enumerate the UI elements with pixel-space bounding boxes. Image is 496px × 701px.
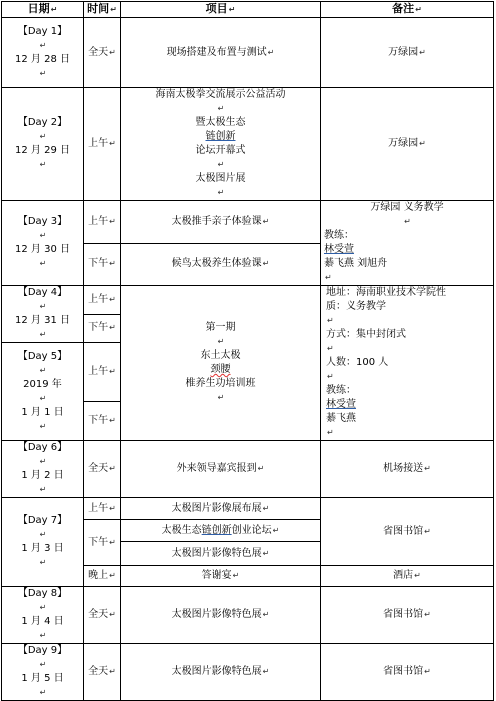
header-date: 日期↵	[2, 2, 84, 18]
time-cell: 下午↵	[84, 314, 121, 343]
item-cell: 第一期 ↵ 东土太极 颈腰 椎养生功培训班 ↵	[121, 286, 321, 441]
item-cell: 太极图片影像特色展↵	[121, 644, 321, 701]
item-cell: 太极推手亲子体验课↵	[121, 201, 321, 244]
note-cell: 机场接送↵	[321, 441, 494, 498]
time-cell: 下午↵	[84, 520, 121, 566]
note-cell: 酒店↵	[321, 566, 494, 587]
item-cell: 候鸟太极养生体验课↵	[121, 243, 321, 286]
item-cell: 太极图片影像特色展↵	[121, 542, 321, 566]
header-item: 项目↵	[121, 2, 321, 18]
item-cell: 外来领导嘉宾报到↵	[121, 441, 321, 498]
table-row	[2, 201, 494, 244]
note-cell: 万绿园↵	[321, 18, 494, 88]
note-cell: 省图书馆↵	[321, 644, 494, 701]
time-cell: 全天↵	[84, 587, 121, 644]
item-cell: 太极图片影像特色展↵	[121, 587, 321, 644]
item-cell: 太极生态链创新创业论坛↵	[121, 520, 321, 542]
time-cell: 上午↵	[84, 343, 121, 402]
time-cell: 下午↵	[84, 402, 121, 441]
date-cell: 【Day 1】 ↵ 12 月 28 日 ↵	[2, 18, 84, 88]
time-cell: 上午↵	[84, 498, 121, 520]
header-note: 备注↵	[321, 2, 494, 18]
item-cell: 太极图片影像展布展↵	[121, 498, 321, 520]
item-cell: 海南太极拳交流展示公益活动 ↵ 暨太极生态 链创新 论坛开幕式 ↵ 太极图片展 ↵	[121, 88, 321, 201]
date-cell: 【Day 6】 ↵ 1 月 2 日 ↵	[2, 441, 84, 498]
note-cell: 万绿园↵	[321, 88, 494, 201]
table-row	[2, 18, 494, 88]
note-cell: 地址：海南职业技术学院性 质：义务教学 ↵ 方式：集中封闭式 ↵ 人数：100 人 ↵ 教练： 林受萱 綦飞燕 ↵	[321, 286, 494, 441]
date-cell: 【Day 7】 ↵ 1 月 3 日 ↵	[2, 498, 84, 587]
time-cell: 晚上↵	[84, 566, 121, 587]
date-cell: 【Day 3】 ↵ 12 月 30 日 ↵	[2, 201, 84, 286]
date-cell: 【Day 2】 ↵ 12 月 29 日 ↵	[2, 88, 84, 201]
date-cell: 【Day 5】 ↵ 2019 年 ↵ 1 月 1 日 ↵	[2, 343, 84, 441]
time-cell: 全天↵	[84, 644, 121, 701]
time-cell: 上午↵	[84, 201, 121, 244]
time-cell: 全天↵	[84, 441, 121, 498]
date-cell: 【Day 8】 ↵ 1 月 4 日 ↵	[2, 587, 84, 644]
header-row	[2, 2, 494, 18]
date-cell: 【Day 4】 ↵ 12 月 31 日 ↵	[2, 286, 84, 343]
table-row	[2, 587, 494, 644]
table-row	[2, 644, 494, 701]
note-cell: 省图书馆↵	[321, 498, 494, 566]
item-cell: 现场搭建及布置与测试↵	[121, 18, 321, 88]
note-cell: 万绿园 义务教学 ↵ 教练： 林受萱 綦飞燕 刘旭舟 ↵	[321, 201, 494, 286]
time-cell: 全天↵	[84, 18, 121, 88]
note-cell: 省图书馆↵	[321, 587, 494, 644]
time-cell: 下午↵	[84, 243, 121, 286]
schedule-table	[1, 1, 494, 701]
table-row	[2, 88, 494, 201]
header-time: 时间↵	[84, 2, 121, 18]
item-cell: 答谢宴↵	[121, 566, 321, 587]
time-cell: 上午↵	[84, 286, 121, 315]
table-row	[2, 498, 494, 520]
table-row	[2, 286, 494, 315]
date-cell: 【Day 9】 ↵ 1 月 5 日 ↵	[2, 644, 84, 701]
table-row	[2, 441, 494, 498]
time-cell: 上午↵	[84, 88, 121, 201]
